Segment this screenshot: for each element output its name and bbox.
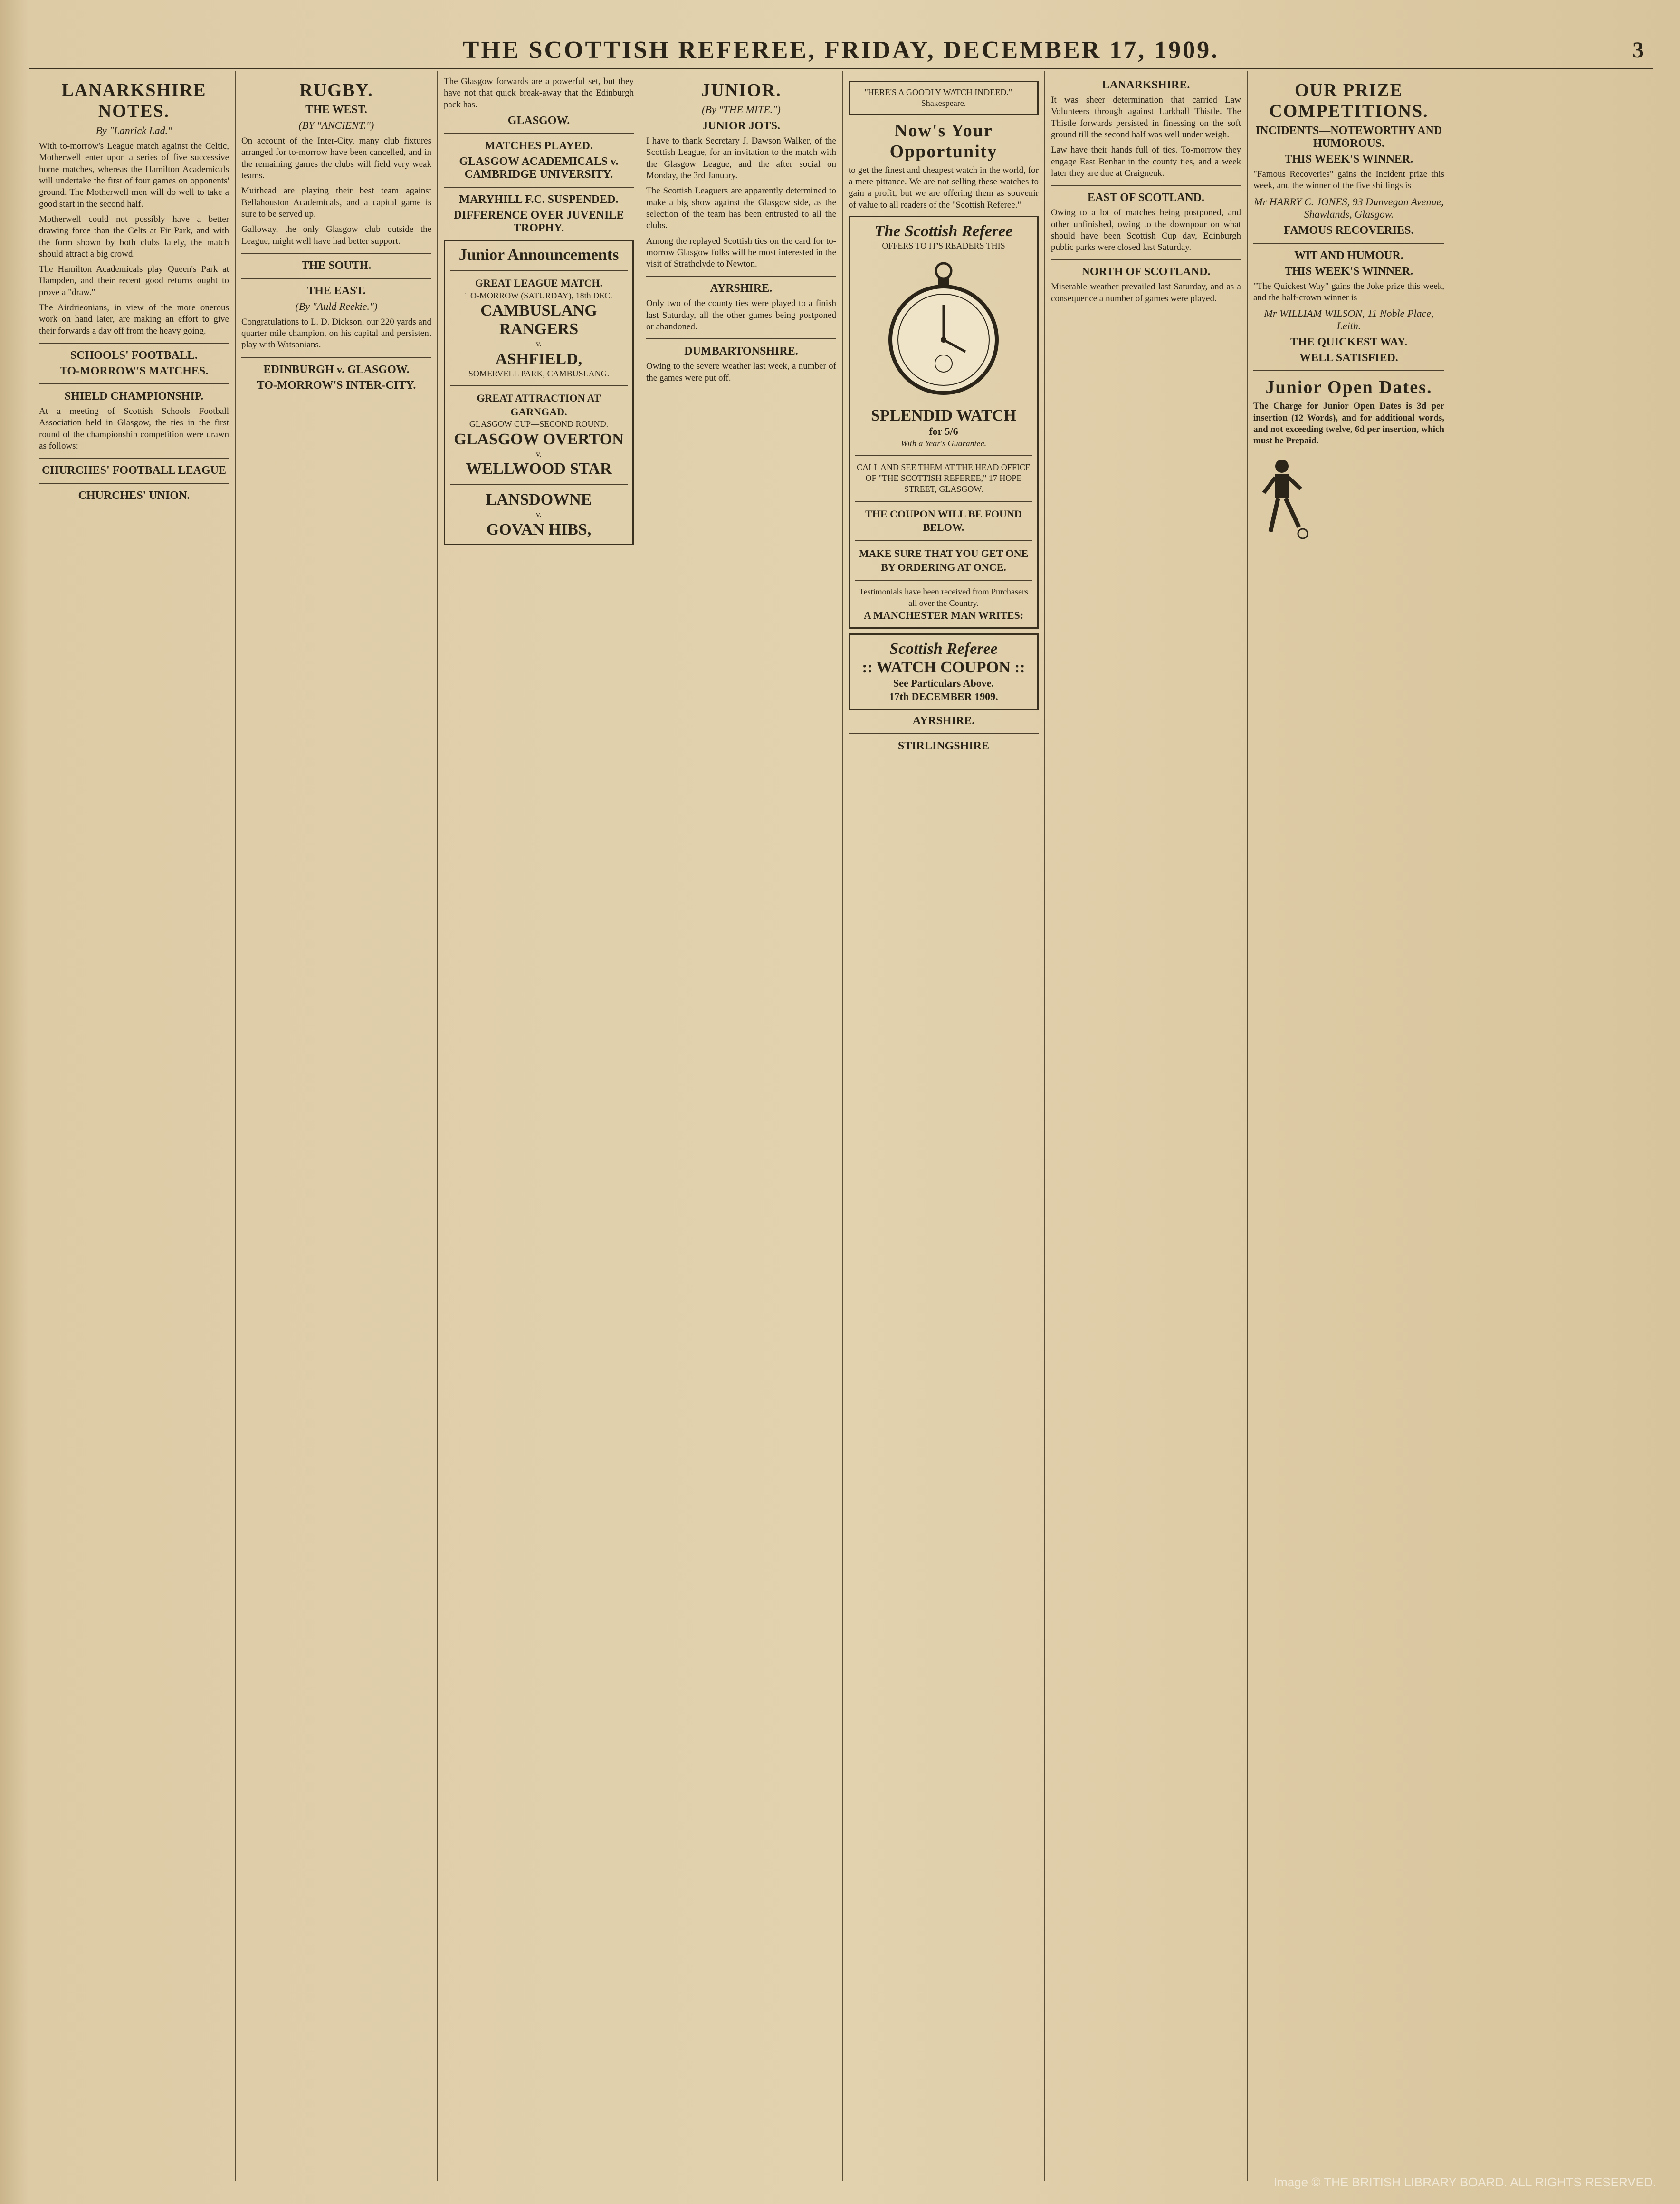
divider	[1051, 259, 1241, 260]
divider	[646, 338, 836, 339]
lanarkshire-notes-heading: LANARKSHIRE NOTES.	[61, 80, 207, 121]
ad-line: SOMERVELL PARK, CAMBUSLANG.	[468, 368, 610, 378]
section-heading: THIS WEEK'S WINNER.	[1284, 265, 1413, 278]
paragraph: to get the finest and cheapest watch in the world, for a mere pittance. We are not selling these watches to gain a profit, but we are offering them as souvenir of value to all readers of the "Scottish Referee."	[849, 165, 1039, 210]
paragraph: Among the replayed Scottish ties on the card for to-morrow Glasgow folks will be most interested in the visit of Strathclyde to Newton.	[646, 236, 836, 269]
junior-announcements-box	[444, 240, 634, 545]
divider	[39, 383, 229, 384]
watch-price: for 5/6	[929, 425, 958, 437]
section-heading: THIS WEEK'S WINNER.	[1284, 153, 1413, 165]
paragraph: Congratulations to L. D. Dickson, our 220 yards and quarter mile champion, on his capital and persistent play with Watsonians.	[241, 316, 431, 350]
paragraph: Motherwell could not possibly have a better drawing force than the Celts at Fir Park, and with the form shown by both clubs lately, the match should attract a big crowd.	[39, 214, 229, 259]
divider	[241, 278, 431, 279]
section-heading: CHURCHES' UNION.	[78, 489, 190, 502]
paragraph: The Airdrieonians, in view of the more onerous work on hand later, are making an effort to give their forwards a day off from the heavy going.	[39, 303, 229, 336]
section-heading: THE WEST.	[305, 104, 367, 116]
section-heading: SHIELD CHAMPIONSHIP.	[64, 390, 204, 402]
paragraph: At a meeting of Scottish Schools Football Association held in Glasgow, the ties in the first round of the championship competition were drawn as follows:	[39, 406, 229, 451]
testimonial-note: Testimonials have been received from Purchasers all over the Country.	[859, 587, 1029, 608]
paragraph: Only two of the county ties were played to a finish last Saturday, all the other games being postponed or abandoned.	[646, 298, 836, 332]
divider	[1253, 243, 1444, 244]
page-number: 3	[1632, 38, 1644, 63]
paragraph: Owing to a lot of matches being postponed, and other unfinished, owing to the downpour on what should have been Scottish Cup day, Edinburgh public parks were closed last Saturday.	[1051, 208, 1241, 253]
column-3	[438, 71, 640, 2181]
section-heading: INCIDENTS—NOTEWORTHY AND HUMOROUS.	[1255, 125, 1442, 150]
divider	[450, 484, 628, 485]
divider	[39, 458, 229, 459]
divider	[855, 540, 1032, 541]
divider	[39, 343, 229, 344]
winner: Mr HARRY C. JONES, 93 Dunvegan Avenue, Shawlands, Glasgow.	[1254, 195, 1444, 220]
opportunity-heading: Now's Your Opportunity	[889, 120, 998, 162]
paragraph: The Scottish Leaguers are apparently determined to make a big show against the Glasgow side, as the selection of the team has been entrusted to all the clubs.	[646, 186, 836, 231]
divider	[444, 133, 634, 134]
paragraph: I have to thank Secretary J. Dawson Walker, of the Scottish League, for an invitation to the match with the Glasgow League, and the after social on Monday, the 3rd January.	[646, 136, 836, 181]
divider	[855, 580, 1032, 581]
column-7	[1248, 71, 1450, 2181]
columns	[33, 71, 1653, 2181]
quote-box	[849, 81, 1039, 115]
column-5	[843, 71, 1045, 2181]
paragraph: It was sheer determination that carried Law Volunteers through against Larkhall Thistle. The Thistle forwards persisted in finessing on the soft ground till the second half was well under weigh.	[1051, 95, 1241, 140]
ad-line: GREAT ATTRACTION AT GARNGAD.	[477, 392, 601, 418]
byline: (BY "ANCIENT.")	[298, 119, 374, 131]
divider	[444, 187, 634, 188]
section-heading: STIRLINGSHIRE	[897, 739, 990, 752]
column-1	[33, 71, 236, 2181]
ad-line: GLASGOW OVERTON	[454, 430, 624, 448]
section-heading: FAMOUS RECOVERIES.	[1284, 224, 1414, 237]
call-note: CALL AND SEE THEM AT THE HEAD OFFICE OF "THE SCOTTISH REFEREE," 17 HOPE STREET, GLASGOW.	[857, 462, 1031, 494]
ad-line: ASHFIELD,	[495, 350, 582, 368]
ad-line: v.	[535, 509, 542, 519]
section-heading: GLASGOW ACADEMICALS v. CAMBRIDGE UNIVERSITY.	[459, 155, 619, 181]
byline: By "Lanrick Lad."	[95, 125, 172, 136]
divider	[241, 357, 431, 358]
section-heading: WIT AND HUMOUR.	[1294, 249, 1403, 262]
paragraph: The Hamilton Academicals play Queen's Park at Hampden, and their recent good returns ought to prove a "draw."	[39, 264, 229, 297]
watch-offer-box	[849, 216, 1039, 628]
divider	[1051, 185, 1241, 186]
byline: (By "THE MITE.")	[702, 104, 781, 115]
offer-subtitle: OFFERS TO IT'S READERS THIS	[882, 241, 1005, 251]
paragraph: The Charge for Junior Open Dates is 3d per insertion (12 Words), and for additional words, and not exceeding twelve, 6d per insertion, which must be Prepaid.	[1253, 401, 1444, 446]
junior-open-dates-heading: Junior Open Dates.	[1265, 377, 1432, 398]
section-heading: MARYHILL F.C. SUSPENDED.	[459, 193, 619, 206]
coupon-note: THE COUPON WILL BE FOUND BELOW.	[865, 508, 1022, 534]
ad-line: GLASGOW CUP—SECOND ROUND.	[469, 419, 609, 429]
ad-line: v.	[535, 339, 542, 349]
divider	[39, 483, 229, 484]
column-6	[1045, 71, 1248, 2181]
section-heading: AYRSHIRE.	[912, 714, 975, 727]
box-heading: Junior Announcements	[458, 246, 619, 264]
divider	[849, 733, 1039, 734]
section-heading: JUNIOR JOTS.	[702, 120, 781, 132]
quote: "HERE'S A GOODLY WATCH INDEED." —Shakespeare.	[864, 87, 1023, 108]
coupon-see: See Particulars Above.	[893, 677, 994, 689]
divider	[450, 385, 628, 386]
prize-competitions-heading: OUR PRIZE COMPETITIONS.	[1269, 80, 1429, 121]
ad-line: GOVAN HIBS,	[486, 520, 592, 538]
section-heading: DUMBARTONSHIRE.	[684, 345, 798, 358]
rugby-heading: RUGBY.	[299, 80, 373, 100]
divider	[450, 270, 628, 271]
paragraph: Muirhead are playing their best team against Bellahouston Academicals, and a capital game is sure to be served up.	[241, 186, 431, 219]
offer-title: The Scottish Referee	[874, 222, 1013, 240]
paragraph: "Famous Recoveries" gains the Incident prize this week, and the winner of the five shillings is—	[1253, 169, 1444, 191]
copyright-footer: Image © THE BRITISH LIBRARY BOARD. ALL RIGHTS RESERVED.	[1273, 2175, 1656, 2189]
make-sure-note: MAKE SURE THAT YOU GET ONE BY ORDERING AT ONCE.	[859, 547, 1029, 573]
section-heading: EDINBURGH v. GLASGOW.	[263, 363, 410, 376]
watch-guarantee: With a Year's Guarantee.	[900, 439, 987, 449]
section-heading: THE EAST.	[307, 284, 366, 297]
byline: (By "Auld Reekie.")	[295, 300, 378, 312]
ad-line: LANSDOWNE	[486, 491, 592, 509]
section-heading: TO-MORROW'S MATCHES.	[59, 365, 209, 377]
coupon-subtitle: :: WATCH COUPON ::	[862, 658, 1025, 676]
ad-line: CAMBUSLANG RANGERS	[480, 302, 597, 338]
paragraph: The Glasgow forwards are a powerful set, but they have not that quick break-away that the Edinburgh pack has.	[444, 77, 634, 110]
footballer-icon	[1253, 456, 1310, 541]
divider	[241, 253, 431, 254]
masthead	[29, 33, 1653, 69]
coupon-date: 17th DECEMBER 1909.	[889, 690, 998, 703]
coupon-title: Scottish Referee	[889, 640, 998, 658]
section-heading: MATCHES PLAYED.	[484, 139, 593, 152]
winner: Mr WILLIAM WILSON, 11 Noble Place, Leith.	[1264, 307, 1434, 332]
ad-line: v.	[535, 449, 542, 459]
section-heading: AYRSHIRE.	[710, 282, 773, 295]
ad-line: WELLWOOD STAR	[466, 460, 612, 478]
section-heading: LANARKSHIRE.	[1102, 79, 1190, 91]
paragraph: Galloway, the only Glasgow club outside the League, might well have had better support.	[241, 224, 431, 246]
paragraph: With to-morrow's League match against the Celtic, Motherwell enter upon a series of five successive home matches, whereas the Hamilton Academicals will undertake the first of four games on opponents' ground. The Motherwell men will do well to take a good start in the second half.	[39, 141, 229, 209]
paragraph: Miserable weather prevailed last Saturday, and as a consequence a number of games were played.	[1051, 282, 1241, 304]
paragraph: "The Quickest Way" gains the Joke prize this week, and the half-crown winner is—	[1253, 281, 1444, 303]
section-heading: GLASGOW.	[507, 114, 570, 127]
section-heading: TO-MORROW'S INTER-CITY.	[257, 379, 416, 392]
ad-line: GREAT LEAGUE MATCH.	[475, 277, 603, 289]
section-heading: EAST OF SCOTLAND.	[1087, 192, 1205, 204]
page-title: THE SCOTTISH REFEREE, FRIDAY, DECEMBER 17, 1909.	[462, 36, 1220, 64]
section-heading: NORTH OF SCOTLAND.	[1081, 266, 1211, 278]
divider	[855, 455, 1032, 456]
paragraph: Law have their hands full of ties. To-morrow they engage East Benhar in the county ties, and a week later they are due at Craigneuk.	[1051, 145, 1241, 178]
section-heading: WELL SATISFIED.	[1299, 352, 1398, 364]
paragraph: On account of the Inter-City, many club fixtures arranged for to-morrow have been cancelled, and in the remaining games the clubs will field very weak teams.	[241, 136, 431, 181]
divider	[646, 276, 836, 277]
watch-label: SPLENDID WATCH	[871, 406, 1016, 424]
column-2	[236, 71, 438, 2181]
manchester-note: A MANCHESTER MAN WRITES:	[863, 609, 1024, 621]
section-heading: THE QUICKEST WAY.	[1290, 336, 1408, 349]
section-heading: THE SOUTH.	[301, 259, 372, 272]
pocket-watch-icon	[882, 257, 1005, 399]
junior-heading: JUNIOR.	[701, 80, 782, 100]
section-heading: DIFFERENCE OVER JUVENILE TROPHY.	[453, 209, 624, 234]
paragraph: Owing to the severe weather last week, a number of the games were put off.	[646, 361, 836, 383]
column-4	[640, 71, 843, 2181]
section-heading: CHURCHES' FOOTBALL LEAGUE	[41, 464, 227, 477]
divider	[855, 501, 1032, 502]
divider	[1253, 370, 1444, 371]
ad-line: TO-MORROW (SATURDAY), 18th DEC.	[465, 290, 612, 300]
section-heading: SCHOOLS' FOOTBALL.	[70, 349, 198, 362]
watch-coupon-box[interactable]	[849, 633, 1039, 710]
